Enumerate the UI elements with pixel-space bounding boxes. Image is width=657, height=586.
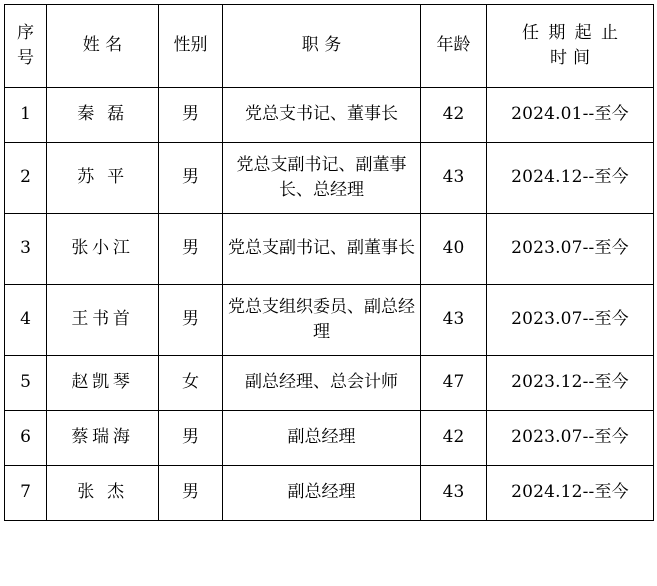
cell-age: 42 (421, 88, 487, 143)
cell-term: 2024.12--至今 (487, 143, 654, 214)
cell-term: 2023.12--至今 (487, 356, 654, 411)
cell-sequence: 6 (5, 411, 47, 466)
column-header-sequence-line1: 序 (17, 22, 34, 43)
table-header (5, 5, 654, 88)
cell-sequence: 5 (5, 356, 47, 411)
cell-term: 2023.07--至今 (487, 214, 654, 285)
cell-age: 43 (421, 143, 487, 214)
column-header-name: 姓 名 (47, 5, 159, 88)
cell-sequence: 1 (5, 88, 47, 143)
table-row (5, 356, 654, 411)
column-header-term (487, 5, 654, 88)
cell-sex: 男 (159, 466, 223, 521)
cell-name: 苏 平 (47, 143, 159, 214)
cell-term: 2023.07--至今 (487, 285, 654, 356)
cell-post: 党总支组织委员、副总经理 (223, 285, 421, 356)
cell-post: 副总经理 (223, 466, 421, 521)
cell-age: 42 (421, 411, 487, 466)
cell-name: 赵凯琴 (47, 356, 159, 411)
column-header-term-line1: 任期起止 (521, 22, 628, 43)
cell-post: 党总支副书记、副董事长 (223, 214, 421, 285)
cell-age: 47 (421, 356, 487, 411)
cell-sequence: 4 (5, 285, 47, 356)
table-row (5, 143, 654, 214)
table-row (5, 411, 654, 466)
cell-term: 2024.01--至今 (487, 88, 654, 143)
cell-name: 张 杰 (47, 466, 159, 521)
cell-post: 党总支副书记、副董事长、总经理 (223, 143, 421, 214)
table-row (5, 285, 654, 356)
table-header-row (5, 5, 654, 88)
cell-term: 2023.07--至今 (487, 411, 654, 466)
table-row (5, 88, 654, 143)
cell-age: 43 (421, 466, 487, 521)
cell-post: 副总经理、总会计师 (223, 356, 421, 411)
column-header-sequence (5, 5, 47, 88)
cell-name: 秦 磊 (47, 88, 159, 143)
cell-sex: 男 (159, 143, 223, 214)
cell-name: 蔡瑞海 (47, 411, 159, 466)
column-header-term-line2: 时间 (550, 48, 596, 68)
cell-sex: 男 (159, 214, 223, 285)
cell-sex: 女 (159, 356, 223, 411)
cell-sequence: 7 (5, 466, 47, 521)
cell-sex: 男 (159, 88, 223, 143)
table-row (5, 214, 654, 285)
cell-sex: 男 (159, 285, 223, 356)
cell-name: 张小江 (47, 214, 159, 285)
cell-sequence: 3 (5, 214, 47, 285)
cell-age: 40 (421, 214, 487, 285)
table-body (5, 88, 654, 521)
leadership-roster-table (4, 4, 654, 521)
cell-name: 王书首 (47, 285, 159, 356)
cell-age: 43 (421, 285, 487, 356)
column-header-post: 职 务 (223, 5, 421, 88)
cell-post: 党总支书记、董事长 (223, 88, 421, 143)
cell-sequence: 2 (5, 143, 47, 214)
column-header-sex: 性别 (159, 5, 223, 88)
cell-sex: 男 (159, 411, 223, 466)
cell-term: 2024.12--至今 (487, 466, 654, 521)
table-row (5, 466, 654, 521)
cell-post: 副总经理 (223, 411, 421, 466)
column-header-age: 年龄 (421, 5, 487, 88)
column-header-sequence-line2: 号 (17, 48, 34, 68)
